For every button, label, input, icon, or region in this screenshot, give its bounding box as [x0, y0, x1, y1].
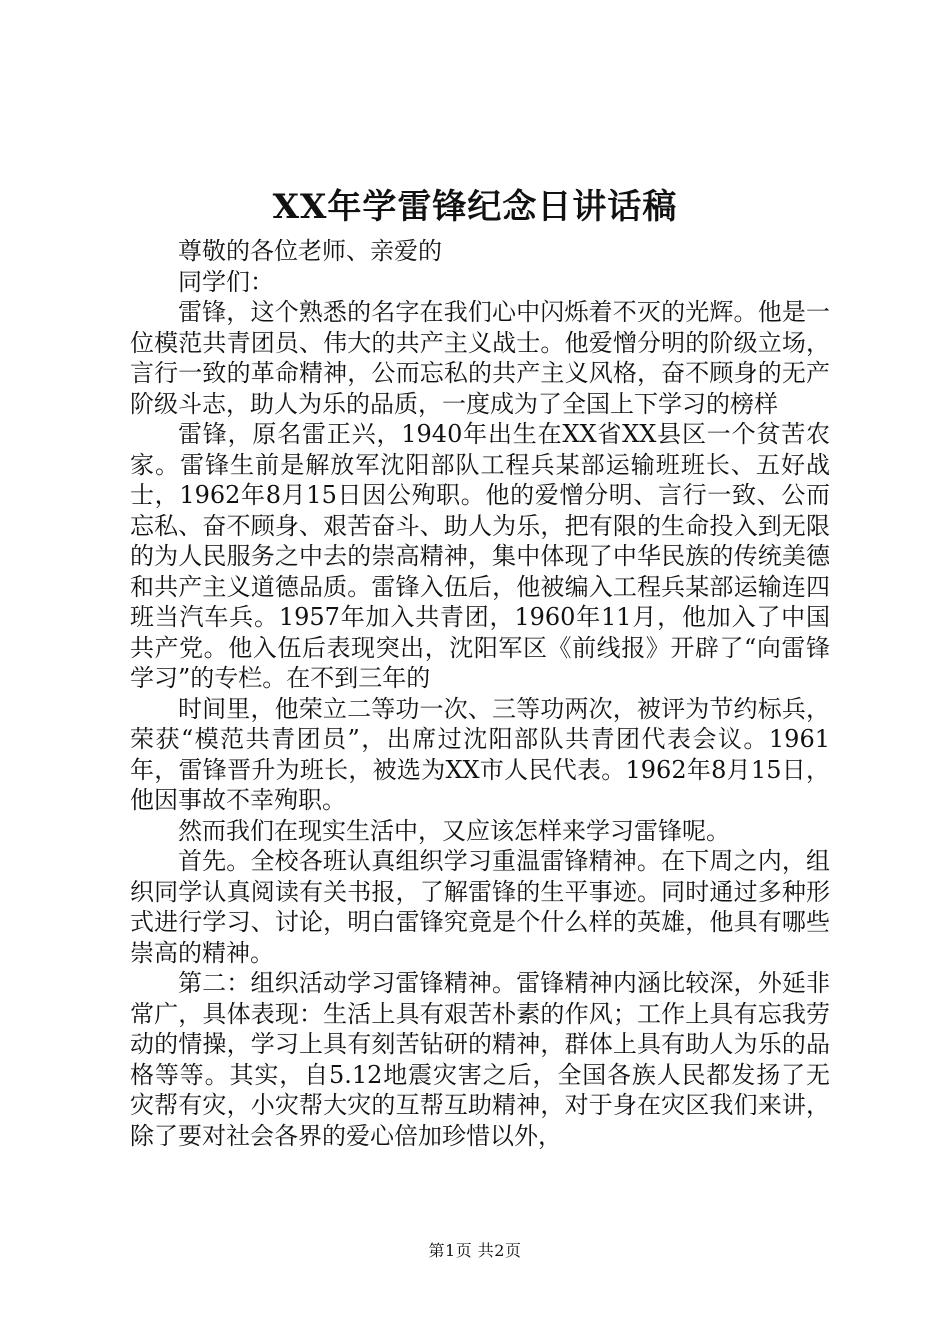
paragraph-biography: 雷锋，原名雷正兴，1940年出生在XX省XX县区一个贫苦农家。雷锋生前是解放军沈阳部队工程兵某部运输班班长、五好战士，1962年8月15日因公殉职。他的爱憎分明、言行一致、公而忘私、奋不顾身、艰苦奋斗、助人为乐，把有限的生命投入到无限的为人民服务之中去的崇高精神，集中体现了中华民族的传统美德和共产主义道德品质。雷锋入伍后，他被编入工程兵某部运输连四班当汽车兵。1957年加入共青团，1960年11月，他加入了中国共产党。他入伍后表现突出，沈阳军区《前线报》开辟了“向雷锋学习”的专栏。在不到三年的 — [130, 420, 830, 692]
salutation-line-1: 尊敬的各位老师、亲爱的 — [178, 237, 442, 265]
paragraph-honors: 时间里，他荣立二等功一次、三等功两次，被评为节约标兵，荣获“模范共青团员”，出席过沈阳部队共青团代表会议。1961年，雷锋晋升为班长，被选为XX市人民代表。1962年8月15日，他因事故不幸殉职。 — [130, 694, 830, 814]
paragraph-intro: 雷锋，这个熟悉的名字在我们心中闪烁着不灭的光辉。他是一位模范共青团员、伟大的共产主义战士。他爱憎分明的阶级立场，言行一致的革命精神，公而忘私的共产主义风格，奋不顾身的无产阶级斗志，助人为乐的品质，一度成为了全国上下学习的榜样 — [130, 298, 830, 418]
document-body — [130, 236, 830, 1151]
paragraph-question: 然而我们在现实生活中，又应该怎样来学习雷锋呢。 — [178, 816, 730, 845]
document-title: XX年学雷锋纪念日讲话稿 — [272, 187, 678, 227]
paragraph-first-step: 首先。全校各班认真组织学习重温雷锋精神。在下周之内，组织同学认真阅读有关书报，了解雷锋的生平事迹。同时通过多种形式进行学习、讨论，明白雷锋究竟是个什么样的英雄，他具有哪些崇高的精神。 — [130, 847, 830, 967]
paragraph-second-step: 第二：组织活动学习雷锋精神。雷锋精神内涵比较深，外延非常广，具体表现：生活上具有艰苦朴素的作风；工作上具有忘我劳动的情操，学习上具有刻苦钻研的精神，群体上具有助人为乐的品格等等。其实，自5.12地震灾害之后，全国各族人民都发扬了无灾帮有灾，小灾帮大灾的互帮互助精神，对于身在灾区我们来讲，除了要对社会各界的爱心倍加珍惜以外， — [130, 969, 830, 1150]
salutation-line-2: 同学们： — [178, 267, 274, 296]
page-number-footer: 第1页 共2页 — [428, 1241, 522, 1260]
